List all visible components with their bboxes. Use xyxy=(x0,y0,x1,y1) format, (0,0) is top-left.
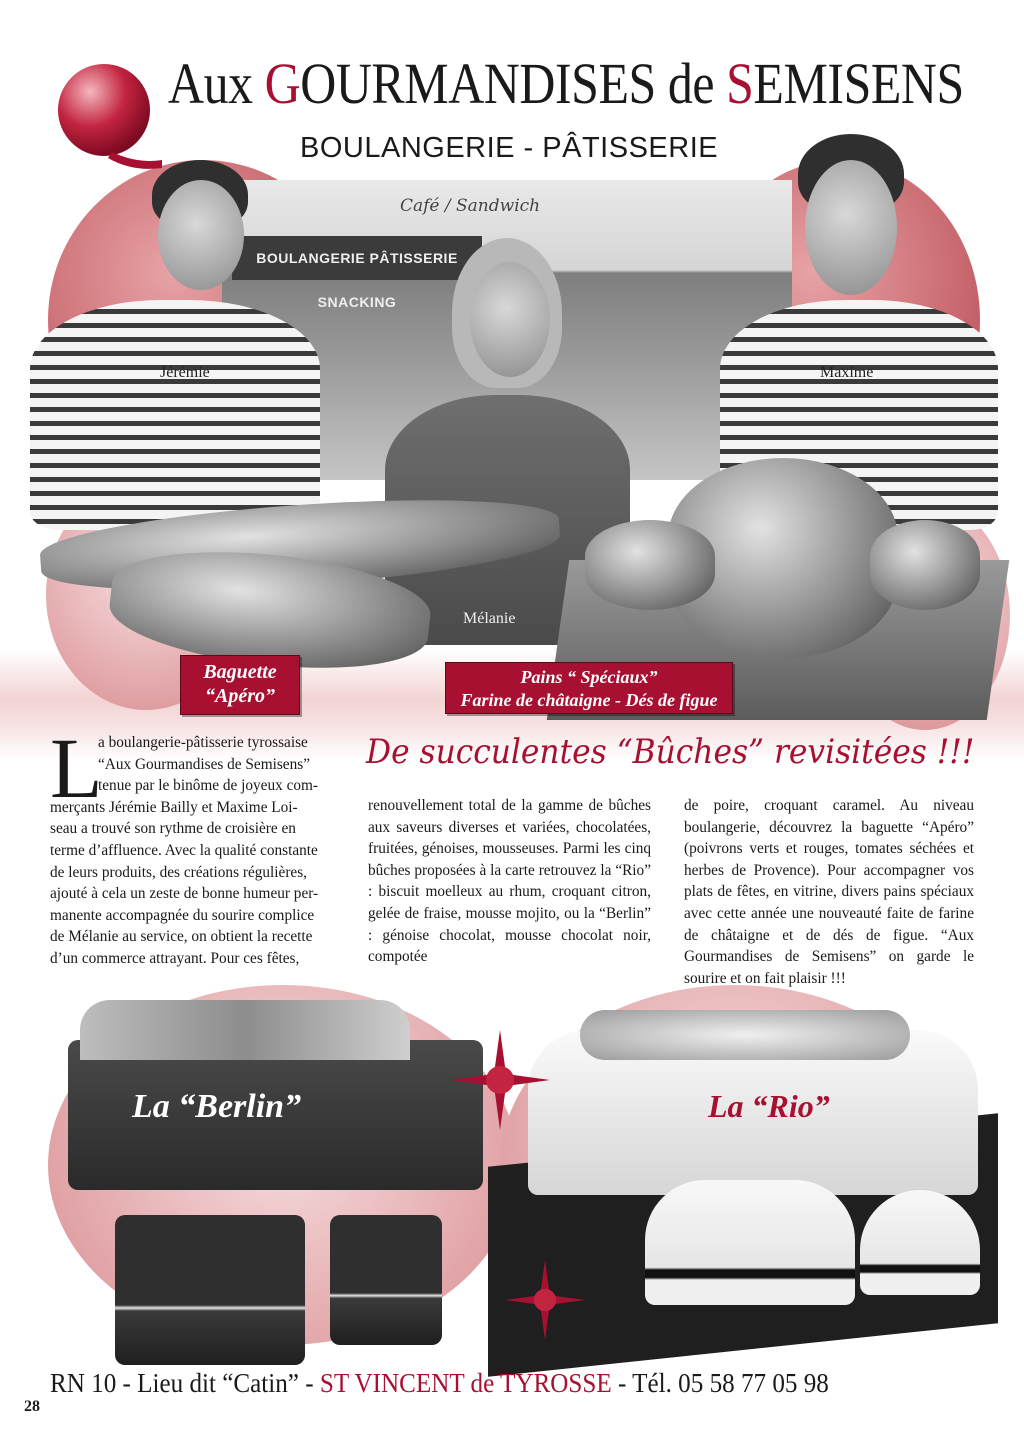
title-part: Aux xyxy=(168,51,265,116)
shop-sign: BOULANGERIE PÂTISSERIE SNACKING xyxy=(232,236,482,280)
page-title xyxy=(168,50,964,117)
rio-label: La “Rio” xyxy=(708,1088,830,1124)
article-line: merçants Jérémie Bailly et Maxime Loi- xyxy=(50,798,298,816)
footer-part: RN 10 - Lieu dit “Catin” - xyxy=(50,1368,320,1398)
title-initial-s: S xyxy=(726,51,754,116)
caption-line: “Apéro” xyxy=(205,685,275,707)
special-loaf-photo-right xyxy=(870,520,980,610)
article-line: a boulangerie-pâtisserie tyrossaise xyxy=(98,734,308,751)
article-line: de Mélanie au service, on obtient la recette xyxy=(50,928,313,946)
rio-slice-photo-1 xyxy=(645,1180,855,1305)
sparkle-top-icon xyxy=(450,1030,550,1130)
article-line: ajouté à cela un zeste de bonne humeur per- xyxy=(50,885,319,903)
sparkle-bottom-icon xyxy=(505,1255,585,1345)
person-right-name: Maxime xyxy=(820,364,874,381)
berlin-cake-decoration xyxy=(80,1000,410,1060)
article-line: seau a trouvé son rythme de croisière en xyxy=(50,820,296,838)
caption-line: Farine de châtaigne - Dés de figue xyxy=(460,690,718,710)
caption-line: Baguette xyxy=(203,661,277,683)
baguette-caption xyxy=(180,655,300,715)
dropcap: L xyxy=(50,720,103,816)
berlin-slice-photo-2 xyxy=(330,1215,442,1345)
title-initial-g: G xyxy=(264,51,301,116)
pains-caption xyxy=(445,662,733,714)
berlin-label: La “Berlin” xyxy=(132,1088,302,1125)
page-subtitle: BOULANGERIE - PÂTISSERIE xyxy=(300,132,719,164)
article-column-3: de poire, croquant caramel. Au niveau boulangerie, découvrez la baguette “Apéro” (poivrons verts et rouges, tomates séchées et herbes de Provence). Pour accompagner vos plats de fêtes, en vitrine, divers pains spéciaux avec cette année une nouveauté faite de farine de châtaigne et de dés de figue. “Aux Gourmandises de Semisens” on garde le sourire et on fait plaisir !!! xyxy=(684,797,974,987)
special-loaf-photo-left xyxy=(585,520,715,610)
article-headline: De succulentes “Bûches” revisitées !!! xyxy=(366,732,975,772)
article-line: tenue par le binôme de joyeux com- xyxy=(98,777,319,795)
caption-line: Pains “ Spéciaux” xyxy=(520,667,658,687)
title-part: EMISENS xyxy=(753,51,964,116)
q-logo-icon xyxy=(52,60,164,172)
person-left-photo xyxy=(30,300,320,530)
shop-cafe-sign: Café / Sandwich xyxy=(400,196,541,216)
person-center-name: Mélanie xyxy=(463,610,516,627)
article-column-2: renouvellement total de la gamme de bûches aux saveurs diverses et variées, chocolatées, fruitées, génoises, mousseuses. Parmi les cinq bûches proposées à la carte retrouvez la “Rio” : biscuit moelleux au rhum, croquant citron, gelée de fraise, mousse mojito, ou la “Berlin” : génoise chocolat, mousse chocolat noir, compotée xyxy=(368,797,651,966)
title-part: OURMANDISES de xyxy=(300,51,727,116)
person-right-face xyxy=(805,160,897,295)
article-line: “Aux Gourmandises de Semisens” xyxy=(98,755,310,773)
article-line: manente accompagnée du sourire complice xyxy=(50,906,315,924)
person-left-name: Jérémie xyxy=(160,364,210,381)
person-left-face xyxy=(158,180,244,290)
berlin-slice-photo-1 xyxy=(115,1215,305,1365)
footer-part: - Tél. 05 58 77 05 98 xyxy=(611,1368,829,1398)
article-line: d’un commerce attrayant. Pour ces fêtes, xyxy=(50,949,300,967)
page-number: 28 xyxy=(24,1398,40,1415)
article-column-1 xyxy=(50,732,336,970)
person-center-face xyxy=(470,262,550,377)
article-line: de leurs produits, des créations régulières, xyxy=(50,863,307,881)
footer-city: ST VINCENT de TYROSSE xyxy=(319,1368,612,1398)
article-line: terme d’affluence. Avec la qualité constante xyxy=(50,841,318,859)
footer-address xyxy=(50,1368,829,1399)
rio-cake-decoration xyxy=(580,1010,910,1060)
